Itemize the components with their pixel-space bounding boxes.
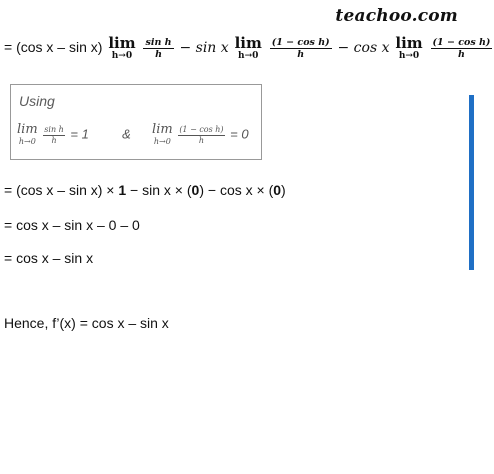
using-formulas (17, 123, 249, 147)
equation-line-3: = cos x – sin x – 0 – 0 (4, 217, 140, 233)
lim-subscript: h→0 (398, 51, 420, 61)
fraction-denominator: h (51, 135, 57, 145)
minus-sinx: − sin x (179, 40, 229, 57)
using-equals-one: = 1 (70, 126, 89, 142)
limit-3 (395, 36, 422, 61)
line2-part-a: = (cos x – sin x) × (4, 182, 115, 198)
conclusion-line: Hence, f’(x) = cos x – sin x (4, 315, 169, 331)
using-limit-2 (152, 123, 173, 147)
using-equals-zero: = 0 (230, 126, 249, 142)
line1-prefix: = (cos x – sin x) (4, 39, 103, 56)
brand-logo: teachoo.com (335, 6, 458, 26)
minus-cosx: − cos x (337, 40, 390, 57)
line2-part-b: − sin x × ( (126, 182, 192, 198)
fraction-numerator: (1 − cos h) (432, 37, 491, 48)
fraction-numerator: sin h (145, 37, 172, 48)
lim-word: lim (108, 34, 136, 52)
lim-word: lim (395, 34, 423, 52)
using-label: Using (19, 93, 55, 109)
using-ampersand: & (122, 126, 131, 142)
fraction-denominator: h (458, 49, 465, 60)
using-fraction-sinh-over-h (43, 125, 65, 146)
fraction-denominator: h (155, 49, 162, 60)
line2-bold-zero-2: 0 (273, 182, 282, 198)
fraction-1-minus-cosh-over-h (270, 37, 332, 60)
right-edge-accent (469, 95, 474, 270)
lim-subscript: h→0 (18, 137, 36, 146)
line2-bold-zero-1: 0 (191, 182, 200, 198)
fraction-numerator: (1 − cos h) (179, 124, 224, 134)
fraction-sinh-over-h (143, 37, 173, 60)
lim-word: lim (152, 122, 173, 137)
fraction-denominator: h (198, 135, 204, 145)
fraction-numerator: (1 − cos h) (271, 37, 330, 48)
using-note-box (10, 84, 262, 160)
line2-bold-one: 1 (118, 182, 127, 198)
lim-subscript: h→0 (111, 51, 133, 61)
limit-2 (235, 36, 262, 61)
lim-word: lim (234, 34, 262, 52)
lim-subscript: h→0 (153, 137, 171, 146)
equation-line-4: = cos x – sin x (4, 250, 94, 266)
lim-word: lim (17, 122, 38, 137)
line2-part-d: ) (281, 182, 286, 198)
equation-line-1 (4, 36, 494, 61)
using-limit-1 (17, 123, 38, 147)
fraction-numerator: sin h (44, 124, 64, 134)
lim-subscript: h→0 (238, 51, 259, 61)
using-fraction-1-minus-cosh-over-h (178, 125, 224, 146)
limit-1 (108, 36, 135, 61)
equation-line-2 (4, 182, 286, 198)
fraction-denominator: h (297, 49, 305, 60)
line2-part-c: ) − cos x × ( (199, 182, 274, 198)
fraction-1-minus-cosh-over-h-2 (431, 37, 493, 60)
